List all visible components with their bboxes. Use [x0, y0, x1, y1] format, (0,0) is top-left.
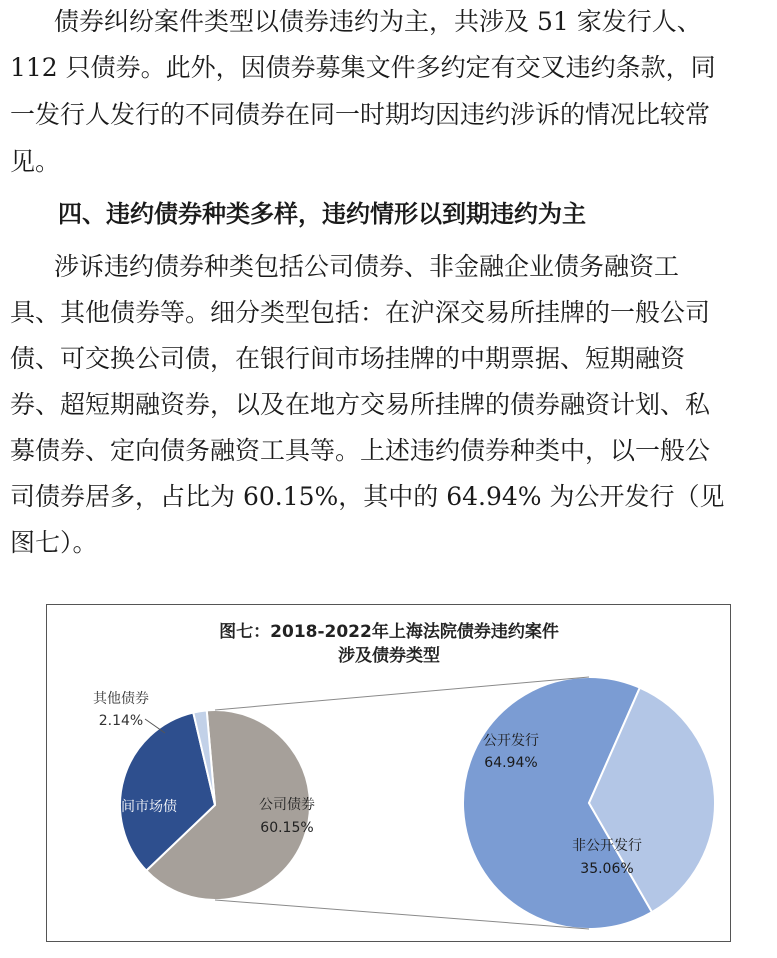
paragraph-line: 司债券居多，占比为 60.15%，其中的 64.94% 为公开发行（见 [10, 482, 725, 511]
figure-7-chart [46, 604, 731, 942]
paragraph-line: 涉诉违约债券种类包括公司债券、非金融企业债务融资工 [54, 252, 680, 281]
paragraph-line: 图七）。 [10, 528, 98, 557]
pie-of-pie-chart [47, 605, 732, 943]
label-interbank-bonds-2: 券 [84, 821, 98, 837]
label-interbank-bonds: 银行间市场债 [93, 799, 177, 815]
paragraph-line: 112 只债券。此外，因债券募集文件多约定有交叉违约条款，同 [10, 53, 716, 82]
label-public: 公开发行 [483, 733, 539, 749]
paragraph-line: 券、超短期融资券，以及在地方交易所挂牌的债券融资计划、私 [10, 390, 711, 419]
paragraph-line: 债、可交换公司债，在银行间市场挂牌的中期票据、短期融资 [10, 344, 686, 373]
paragraph-line: 具、其他债券等。细分类型包括：在沪深交易所挂牌的一般公司 [10, 298, 711, 327]
paragraph-line: 见。 [10, 147, 61, 176]
value-interbank-bonds: 31.32% [80, 845, 134, 861]
value-other-bonds: 2.14% [98, 713, 144, 729]
paragraph-line: 一发行人发行的不同债券在同一时期均因违约涉诉的情况比较常 [10, 100, 711, 129]
sub-pie [463, 677, 715, 929]
label-company-bonds: 公司债券 [259, 797, 315, 813]
label-other-bonds: 其他债券 [93, 691, 149, 707]
value-company-bonds: 60.15% [260, 820, 314, 836]
paragraph-line: 募债券、定向债务融资工具等。上述违约债券种类中，以一般公 [10, 436, 711, 465]
label-private: 非公开发行 [572, 838, 642, 854]
paragraph-line: 债券纠纷案件类型以债券违约为主，共涉及 51 家发行人、 [54, 7, 702, 36]
section-heading: 四、违约债券种类多样，违约情形以到期违约为主 [58, 200, 586, 228]
value-private: 35.06% [580, 861, 634, 877]
chart-title-line1: 图七：2018-2022年上海法院债券违约案件 [219, 622, 559, 642]
chart-title-line2: 涉及债券类型 [338, 646, 440, 666]
value-public: 64.94% [484, 755, 538, 771]
